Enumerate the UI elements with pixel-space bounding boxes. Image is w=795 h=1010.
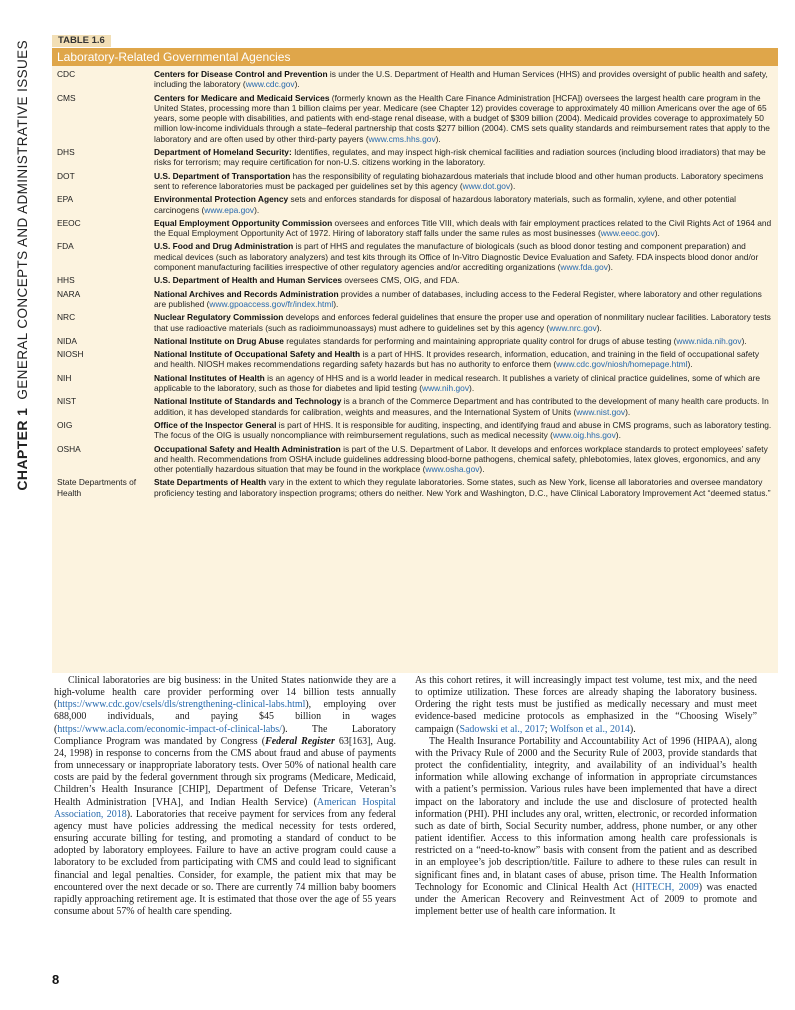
agency-abbr: CDC <box>57 69 76 79</box>
agency-name: U.S. Department of Transportation <box>154 170 291 181</box>
agency-link[interactable]: www.nida.nih.gov <box>676 335 742 346</box>
agency-abbr: NARA <box>57 288 81 299</box>
agency-abbr: FDA <box>57 241 74 252</box>
agency-description <box>154 289 772 310</box>
agency-text: develops and enforces federal guidelines that ensure the proper use and operation of nonmilitary nuclear facilities. Laboratory tests that use radioactive materials (such as radioimmunoassays) must adhere to guidelines set by this agency ( <box>154 312 771 333</box>
text-span: The Health Insurance Portability and Accountability Act of 1996 (HIPAA), along with the Privacy Rule of 2000 and the Security Rule of 2003, provide standards that protect the confidentiality, integrity, and availability of an individual’s health information while allowing exchange of information in appropriate circumstances with a patient’s permission. Various rules have been implemented that have a direct impact on the laboratory and include the use and disclosure of protected health information (PHI). PHI includes any oral, written, electronic, or recorded information such as date of birth, Social Security number, address, phone number, or any other patient identifier. Access to this information among health care professionals is restricted on a “need-to-know” basis with consent from the patient and as described in an employee’s job description/title. Failure to adhere to these rules can result in significant fines and, in blatant cases of abuse, prison time. The Health Information Technology for Economic and Clinical Health Act ( <box>415 735 757 893</box>
agency-description <box>154 336 772 346</box>
table-row-dot <box>57 171 772 192</box>
chapter-side-tab-text <box>6 40 38 580</box>
table-row-state-departments-of-health <box>57 477 772 498</box>
agency-link[interactable]: www.cdc.gov <box>245 79 295 90</box>
table-row-osha <box>57 444 772 475</box>
table-row-nist <box>57 396 772 417</box>
agency-link[interactable]: www.osha.gov <box>425 464 480 475</box>
agency-description <box>154 477 772 498</box>
table-row-eeoc <box>57 218 772 239</box>
agency-name: Nuclear Regulatory Commission <box>154 312 284 323</box>
right-paragraph-2 <box>415 736 757 918</box>
agencies-table <box>52 30 778 667</box>
agency-text-tail: ). <box>254 204 260 215</box>
agency-text: is part of HHS. It is responsible for auditing, inspecting, and identifying fraud and abuse in CMS programs, such as laboratory testing. The focus of the OIG is usually noncompliance with reimbursement regulations, such as medical necessity ( <box>154 419 772 441</box>
chapter-topic: GENERAL CONCEPTS AND ADMINISTRATIVE ISSUES <box>14 40 30 400</box>
table-number: TABLE 1.6 <box>52 35 111 47</box>
agency-text: is an agency of HHS and is a world leader in medical research. It publishes a variety of clinical practice guidelines, some of which are applicable to the laboratory, such as those for diabetes and lipid testing ( <box>154 372 761 394</box>
agency-text: is part of the U.S. Department of Labor. It develops and enforces workplace standards to protect employees’ safety and health. Recommendations from OSHA include guidelines addressing blood-borne pathogens, chemical safety, phlebotomies, latex gloves, ergonomics, and any other potentially hazardous situation that may be found in the workplace ( <box>154 443 768 475</box>
table-row-nara <box>57 289 772 310</box>
agency-description <box>154 69 772 90</box>
text-span: Clinical laboratories are big business: in the United States nationwide they are a high-volume health care provider performing over 14 billion tests annually ( <box>54 675 396 711</box>
agency-text-tail: ). <box>294 79 300 90</box>
agency-abbr: NIH <box>57 372 72 383</box>
agency-name: U.S. Food and Drug Administration <box>154 241 294 252</box>
agency-name: National Archives and Records Administration <box>154 288 339 299</box>
table-row-dhs <box>57 147 772 168</box>
agency-description <box>154 444 772 475</box>
agency-text: has the responsibility of regulating biohazardous materials that include blood and other human products. Laboratory specimens sent to reference laboratories must be packaged per guidelines set by this agency ( <box>154 170 764 191</box>
agency-text-tail: ). <box>615 430 621 441</box>
table-row-cdc <box>57 69 772 90</box>
agency-description <box>154 312 772 333</box>
agency-abbr: NIST <box>57 396 77 407</box>
agency-text-tail: ). <box>435 133 441 144</box>
agency-text: (formerly known as the Health Care Finance Administration [HCFA]) oversees the largest health care program in the United States, processing more than 1 billion claims per year. Medicare (see Chapter 12) provides coverage to approximately 40 million Americans over the age of 65 years, some people with disabilities, and patients with end-stage renal disease, with a budget of $309 billion (2004). Medicaid provides coverage to approximately 50 million low-income individuals through a state–federal partnership that costs $277 billion (2004). CMS sets quality standards and reimbursement rates that apply to the laboratory and are often used by other third-party payers ( <box>154 92 770 144</box>
agency-name: Centers for Medicare and Medicaid Services <box>154 92 330 103</box>
agency-text-tail: ). <box>479 464 485 475</box>
agency-text-tail: ). <box>687 359 693 370</box>
agency-abbr: CMS <box>57 92 76 103</box>
table-row-nrc <box>57 312 772 333</box>
agency-text: is part of HHS and regulates the manufacture of biologicals (such as blood donor testing and component preparation) and medical devices (such as laboratory analyzers) and test kits through its Office of In-Vitro Diagnostic Device Evaluation and Safety. FDA inspects blood donor and/or component manufacturing facilities irrespective of other regulatory agencies and/or accrediting organizations ( <box>154 241 759 273</box>
agency-link[interactable]: www.cms.hhs.gov <box>368 133 436 144</box>
link-sadowski[interactable]: Sadowski et al., 2017 <box>459 723 545 735</box>
table-row-epa <box>57 194 772 215</box>
agency-text: is a part of HHS. It provides research, information, education, and training in the field of occupational safety and health. NIOSH makes recommendations regarding safety hazards but has no authority to enforce them ( <box>154 349 760 370</box>
agency-name: U.S. Department of Health and Human Services <box>154 275 343 286</box>
page-number: 8 <box>52 972 60 987</box>
agency-abbr: OSHA <box>57 443 81 454</box>
text-span: ) was enacted under the American Recovery and Reinvestment Act of 2009 to promote and implement better use of health care information. It <box>415 881 757 917</box>
agency-description <box>154 194 772 215</box>
agency-text-tail: ). <box>625 406 631 417</box>
link-acla[interactable]: https://www.acla.com/economic-impact-of-clinical-labs/ <box>57 723 282 735</box>
table-title: Laboratory-Related Governmental Agencies <box>52 48 778 66</box>
agency-text: sets and enforces standards for disposal of hazardous laboratory materials, such as formalin, xylene, and other potential carcinogens ( <box>154 194 737 215</box>
table-row-cms <box>57 93 772 144</box>
agency-abbr: NIOSH <box>57 349 84 360</box>
agency-text-tail: ). <box>741 335 747 346</box>
agency-link[interactable]: www.dot.gov <box>462 180 511 191</box>
agency-link[interactable]: www.nih.gov <box>422 383 470 394</box>
agency-text: oversees and enforces Title VIII, which deals with fair employment practices related to the Civil Rights Act of 1964 and the Equal Employment Opportunity Act of 1972. Hiring of laboratory staff falls under the same rules as most businesses ( <box>154 217 772 239</box>
text-span: ). Laboratories that receive payment for services from any federal agency must have policies addressing the medical necessity for tests ordered, ensuring accurate billing for testing, and promoting a standard of conduct to be adopted by laboratory employees. Failure to have an active program could cause a laboratory to be excluded from participating with CMS and could lead to significant financial and legal penalties. Consider, for example, the patient mix that may be encountered over the next decade or so. There are currently 74 million baby boomers rapidly approaching retirement age. It is estimated that those over the age of 55 years consume about 57% of health care spending. <box>54 808 396 917</box>
agency-abbr: NIDA <box>57 335 78 346</box>
agency-text-tail: ). <box>654 228 660 239</box>
agency-description <box>154 373 772 394</box>
table-row-fda <box>57 241 772 272</box>
agency-text-tail: ). <box>469 383 475 394</box>
agency-name: Centers for Disease Control and Prevention <box>154 69 328 79</box>
text-span: ). <box>629 723 636 735</box>
agency-link[interactable]: www.fda.gov <box>560 262 608 273</box>
table-row-hhs <box>57 275 772 285</box>
text-span: ). The Laboratory Compliance Program was mandated by Congress ( <box>54 723 396 747</box>
agency-name: National Institute of Occupational Safety and Health <box>154 349 361 360</box>
left-paragraph <box>54 675 396 918</box>
table-row-oig <box>57 420 772 441</box>
agency-text: regulates standards for performing and maintaining appropriate quality control for drugs of abuse testing ( <box>283 335 677 346</box>
link-wolfson[interactable]: Wolfson et al., 2014 <box>549 723 630 735</box>
agency-name: Equal Employment Opportunity Commission <box>154 217 333 228</box>
body-text <box>54 675 757 918</box>
table-number-row <box>52 30 778 48</box>
agency-abbr: EEOC <box>57 217 81 228</box>
table-body <box>52 66 778 673</box>
agency-abbr: DHS <box>57 147 75 158</box>
agency-abbr: NRC <box>57 312 76 323</box>
table-row-niosh <box>57 349 772 370</box>
agency-name: National Institutes of Health <box>154 372 265 383</box>
chapter-label: CHAPTER 1 <box>14 407 30 491</box>
agency-text-tail: ). <box>333 298 339 309</box>
agency-link[interactable]: www.eeoc.gov <box>600 228 655 239</box>
agency-description <box>154 349 772 370</box>
agency-text: Identifies, regulates, and may inspect high-risk chemical facilities and radiation sources (including blood irradiators) that may be risks for terrorism; may require certification for non-U.S. citizens working in the laboratory. <box>154 147 766 168</box>
agency-description <box>154 396 772 417</box>
agency-abbr: HHS <box>57 275 75 286</box>
right-column <box>415 675 757 918</box>
agency-name: Environmental Protection Agency <box>154 194 289 205</box>
agency-description <box>154 420 772 441</box>
agency-text: oversees CMS, OIG, and FDA. <box>342 275 460 286</box>
agency-name: National Institute of Standards and Technology <box>154 396 342 407</box>
text-span: ), employing over 688,000 individuals, and paying $45 billion in wages ( <box>54 699 396 735</box>
agency-abbr: EPA <box>57 194 74 205</box>
agency-description <box>154 171 772 192</box>
agency-link[interactable]: www.nrc.gov <box>549 322 597 333</box>
agency-description <box>154 275 772 285</box>
agency-text-tail: ). <box>596 322 602 333</box>
agency-text-tail: ). <box>607 262 614 273</box>
agency-name: Office of the Inspector General <box>154 419 277 430</box>
link-hitech[interactable]: HITECH, 2009 <box>635 881 699 893</box>
agency-description <box>154 218 772 239</box>
agency-text: is a branch of the Commerce Department and has contributed to the development of many health care products. In addition, it has developed standards for calibration, weights and measures, and the International System of Units ( <box>154 396 769 417</box>
agency-description <box>154 147 772 168</box>
agency-name: National Institute on Drug Abuse <box>154 335 284 346</box>
agency-text: is under the U.S. Department of Health and Human Services (HHS) and provides oversight of public health and safety, including the laboratory ( <box>154 69 768 90</box>
text-span: As this cohort retires, it will increasingly impact test volume, test mix, and the need to optimize utilization. These forces are already shaping the laboratory business. Ordering the right tests must be justified as medically necessary and must meet evidence-based medicine protocols as emphasized in the “Choosing Wisely” campaign ( <box>415 675 757 735</box>
agency-description <box>154 241 772 272</box>
agency-text-tail: ). <box>510 180 516 191</box>
left-column <box>54 675 396 918</box>
agency-name: Occupational Safety and Health Administration <box>154 443 341 454</box>
federal-register-ref: Federal Register <box>265 735 335 747</box>
link-cdc-labs[interactable]: https://www.cdc.gov/csels/dls/strengthening-clinical-labs.html <box>57 699 306 711</box>
table-row-nih <box>57 373 772 394</box>
agency-name: Department of Homeland Security: <box>154 147 292 158</box>
agency-text: vary in the extent to which they regulate laboratories. Some states, such as New York, license all laboratories and oversee mandatory proficiency testing and laboratory inspection programs; others do neither. New York and Washington, D.C., have Clinical Laboratory Improvement Act “deemed status.” <box>154 477 771 498</box>
agency-description <box>154 93 772 144</box>
agency-text: provides a number of databases, including access to the Federal Register, where laboratory and other regulations are published ( <box>154 288 762 309</box>
agency-name: State Departments of Health <box>154 477 267 488</box>
text-span: 63[163], Aug. 24, 1998) in response to concerns from the CMS about fraud and abuse of payments from unnecessary or inappropriate laboratory tests. Over 50% of national health care costs are paid by the federal government through six programs (Medicare, Medicaid, Children’s Health Insurance [CHIP], Department of Defense Tricare, Veteran’s Health Administration [VHA], and Indian Health Service) ( <box>54 735 397 808</box>
agency-link[interactable]: www.oig.hhs.gov <box>552 430 616 441</box>
right-paragraph-1 <box>415 675 757 736</box>
agency-link[interactable]: www.gpoaccess.gov/fr/index.html <box>209 298 334 309</box>
agency-link[interactable]: www.nist.gov <box>576 406 626 417</box>
text-span: ; <box>544 723 550 735</box>
table-row-nida <box>57 336 772 346</box>
agency-abbr: DOT <box>57 170 75 181</box>
link-aha-2018[interactable]: American Hospital Association, 2018 <box>54 796 396 820</box>
chapter-side-tab <box>2 40 34 580</box>
agency-abbr: State Departments of Health <box>57 477 137 498</box>
agency-link[interactable]: www.epa.gov <box>204 204 255 215</box>
agency-abbr: OIG <box>57 419 73 430</box>
agency-link[interactable]: www.cdc.gov/niosh/homepage.html <box>556 359 688 370</box>
